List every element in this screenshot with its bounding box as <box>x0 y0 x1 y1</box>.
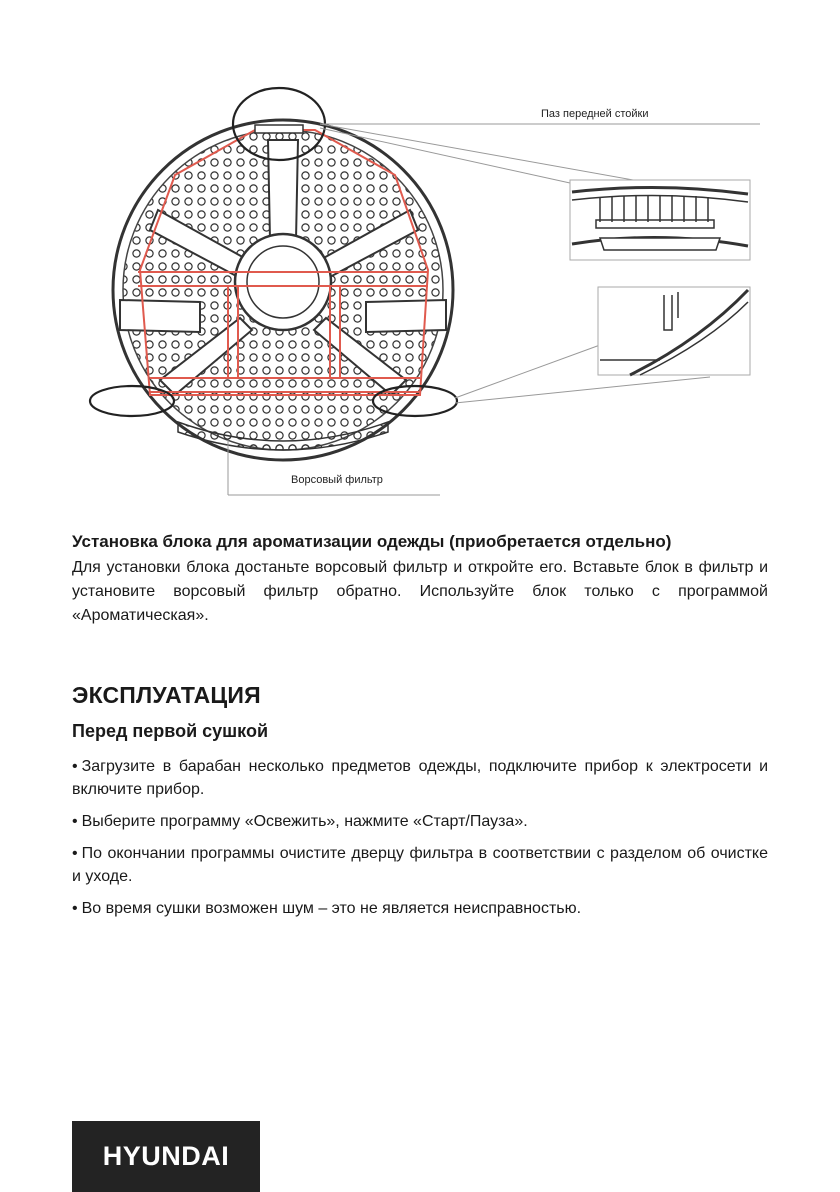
detail-filter-edge <box>598 287 750 375</box>
diagram-drawing <box>0 0 840 510</box>
chapter-title: ЭКСПЛУАТАЦИЯ <box>72 682 261 708</box>
list-item: • Во время сушки возможен шум – это не является неисправностью. <box>72 900 582 917</box>
brand-logo: HYUNDAI <box>72 1121 260 1192</box>
chapter-subtitle: Перед первой сушкой <box>72 721 269 741</box>
instruction-list <box>72 755 768 920</box>
fragrance-block-section <box>72 530 768 628</box>
operation-chapter <box>72 681 768 929</box>
section-heading: Установка блока для ароматизации одежды (приобретается отдельно) <box>72 532 672 551</box>
list-item: • Выберите программу «Освежить», нажмите «Старт/Пауза». <box>72 813 528 830</box>
list-item: • По окончании программы очистите дверцу фильтра в соответствии с разделом об очистке и уходе. <box>72 845 768 885</box>
top-slot <box>255 125 303 133</box>
slot-label: Паз передней стойки <box>541 108 649 120</box>
drum-filter-diagram <box>0 0 840 510</box>
lint-filter-label: Ворсовый фильтр <box>291 474 383 486</box>
section-text: Для установки блока достаньте ворсовый фильтр и откройте его. Вставьте блок в фильтр и установите ворсовый фильтр обратно. Используйте блок только с программой «Ароматическая». <box>72 559 768 624</box>
list-item: • Загрузите в барабан несколько предметов одежды, подключите прибор к электросети и включите прибор. <box>72 758 768 798</box>
detail-slot-crosssection <box>570 180 750 260</box>
